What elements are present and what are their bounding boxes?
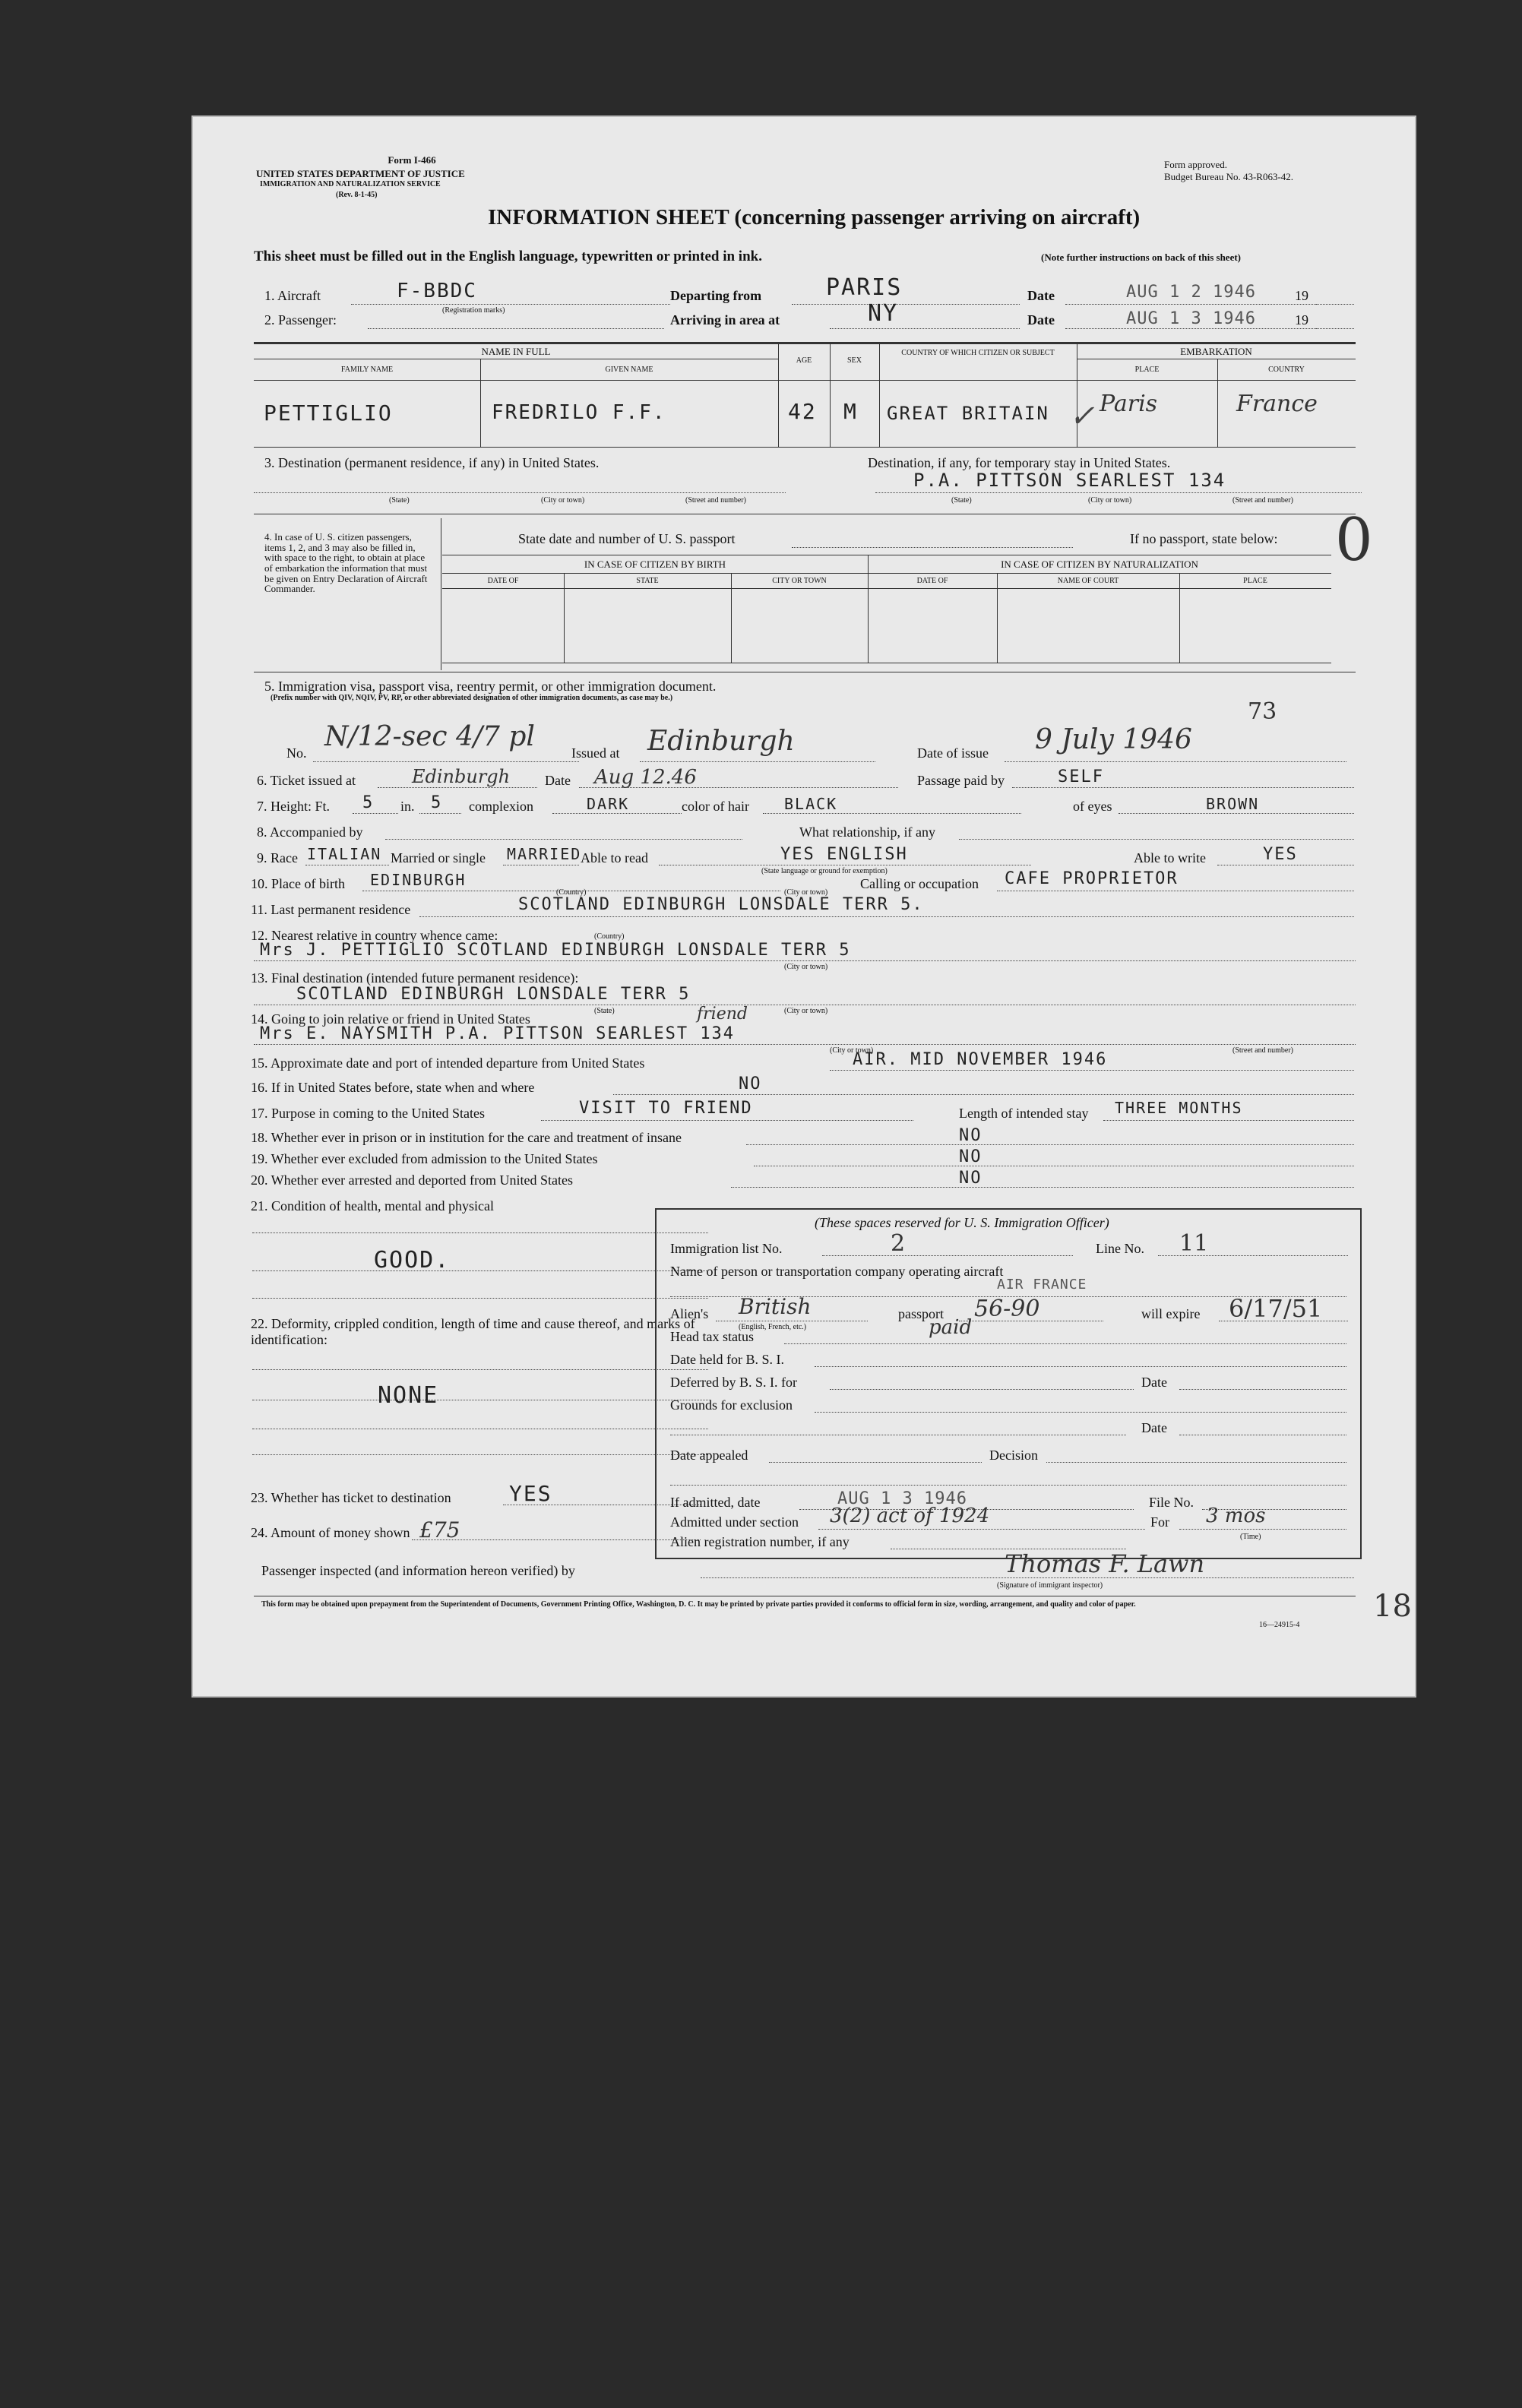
- head-tax-value: paid: [929, 1316, 973, 1339]
- country-label-12: (Country): [594, 932, 625, 941]
- label-grounds: Grounds for exclusion: [670, 1397, 793, 1413]
- label-appealed: Date appealed: [670, 1448, 748, 1463]
- footer-note: This form may be obtained upon prepayment from the Superintendent of Documents, Government Printing Office, Washington, D. C. It may be printed by private parties provided it conforms to official form in size, wording, arrangement, and quality and color of paper.: [261, 1600, 1136, 1609]
- departure-date-stamp: AUG 1 2 1946: [1126, 283, 1256, 302]
- purpose-value: VISIT TO FRIEND: [579, 1099, 753, 1118]
- visa-code: 73: [1248, 698, 1277, 725]
- label-deported: 20. Whether ever arrested and deported from United States: [251, 1172, 574, 1188]
- label-alien-reg: Alien registration number, if any: [670, 1534, 850, 1549]
- ticket-date-value: Aug 12.46: [594, 766, 697, 789]
- hair-value: BLACK: [784, 795, 838, 813]
- information-sheet: [191, 115, 1416, 1698]
- relative-value: Mrs J. PETTIGLIO SCOTLAND EDINBURGH LONSDALE TERR 5: [260, 941, 851, 960]
- label-admitted: If admitted, date: [670, 1495, 761, 1510]
- age-value: 42: [788, 399, 817, 424]
- label-line-no: Line No.: [1096, 1241, 1144, 1256]
- label-ticket-date: Date: [545, 773, 571, 788]
- form-number: Form I-466: [388, 154, 436, 166]
- emb-place-value: Paris: [1100, 391, 1158, 417]
- city-label-11: (City or town): [784, 888, 828, 897]
- department: UNITED STATES DEPARTMENT OF JUSTICE: [256, 168, 465, 179]
- arriving-value: NY: [868, 300, 899, 327]
- label-hair: color of hair: [682, 799, 749, 814]
- label-height: 7. Height: Ft.: [257, 799, 331, 814]
- write-value: YES: [1263, 845, 1298, 864]
- birthplace-value: EDINBURGH: [370, 871, 467, 889]
- height-ft-value: 5: [362, 793, 375, 812]
- passage-value: SELF: [1058, 767, 1104, 786]
- join-note-value: friend: [697, 1005, 748, 1024]
- label-final-destination: 13. Final destination (intended future permanent residence):: [251, 970, 579, 986]
- label-arriving: Arriving in area at: [670, 312, 780, 328]
- label-passport: State date and number of U. S. passport: [518, 531, 736, 546]
- complexion-value: DARK: [587, 795, 630, 813]
- label-no-passport: If no passport, state below:: [1130, 531, 1278, 546]
- label-visa-no: No.: [286, 745, 307, 761]
- ticket-dest-value: YES: [509, 1481, 552, 1506]
- embarkation-header: EMBARKATION: [1180, 346, 1252, 357]
- budget-no: Budget Bureau No. 43-R063-42.: [1164, 171, 1294, 182]
- family-name-value: PETTIGLIO: [264, 400, 393, 426]
- label-passage: Passage paid by: [917, 773, 1005, 788]
- state-label-13: (State): [594, 1007, 615, 1015]
- visa-no-value: N/12-sec 4/7 pl: [324, 721, 535, 752]
- label-money: 24. Amount of money shown: [251, 1525, 410, 1540]
- by-birth-header: IN CASE OF CITIZEN BY BIRTH: [584, 558, 726, 570]
- for-value: 3 mos: [1206, 1505, 1266, 1527]
- ticket-at-value: Edinburgh: [412, 766, 511, 787]
- list-no-value: 2: [891, 1230, 906, 1257]
- label-date-bsi: Date held for B. S. I.: [670, 1352, 784, 1367]
- departure-value: AIR. MID NOVEMBER 1946: [853, 1050, 1108, 1069]
- label-health: 21. Condition of health, mental and physical: [251, 1198, 494, 1213]
- signature-label: (Signature of immigrant inspector): [997, 1581, 1103, 1590]
- label-complexion: complexion: [469, 799, 533, 814]
- by-nat-header: IN CASE OF CITIZEN BY NATURALIZATION: [1001, 558, 1198, 570]
- officer-title: (These spaces reserved for U. S. Immigration Officer): [815, 1215, 1109, 1230]
- label-for: For: [1150, 1514, 1170, 1530]
- year-prefix-2: 19: [1295, 312, 1308, 328]
- label-inspected: Passenger inspected (and information hereon verified) by: [261, 1563, 575, 1578]
- time-label: (Time): [1240, 1533, 1261, 1541]
- margin-number: 18: [1373, 1589, 1412, 1624]
- label-aircraft: 1. Aircraft: [264, 288, 321, 303]
- given-name-header: GIVEN NAME: [605, 365, 653, 374]
- sex-value: M: [843, 399, 858, 424]
- city-label-3b: (City or town): [1088, 496, 1132, 505]
- label-date-2: Date: [1027, 312, 1055, 328]
- arrival-date-stamp: AUG 1 3 1946: [1126, 309, 1256, 328]
- label-date-issue: Date of issue: [917, 745, 989, 761]
- label-eyes: of eyes: [1073, 799, 1112, 814]
- state-label-3b: (State): [951, 496, 972, 505]
- deformity-value: NONE: [378, 1382, 439, 1409]
- label-destination: 3. Destination (permanent residence, if any) in United States.: [264, 455, 600, 470]
- label-file-no: File No.: [1149, 1495, 1195, 1510]
- note: (Note further instructions on back of this sheet): [1041, 252, 1241, 263]
- label-expire: will expire: [1141, 1306, 1201, 1321]
- label-deformity: 22. Deformity, crippled condition, length of time and cause thereof, and marks of identification:: [251, 1316, 695, 1347]
- label-last-residence: 11. Last permanent residence: [251, 902, 411, 917]
- country-label-11: (Country): [556, 888, 587, 897]
- money-value: £75: [419, 1517, 460, 1543]
- label-departing: Departing from: [670, 288, 762, 303]
- label-relationship: What relationship, if any: [799, 824, 935, 840]
- label-departure: 15. Approximate date and port of intended departure from United States: [251, 1055, 645, 1071]
- label-list-no: Immigration list No.: [670, 1241, 783, 1256]
- instruction: This sheet must be filled out in the English language, typewritten or printed in ink.: [254, 248, 762, 264]
- height-in-value: 5: [431, 793, 443, 812]
- street-label-3b: (Street and number): [1232, 496, 1293, 505]
- name-in-full-header: NAME IN FULL: [481, 346, 551, 357]
- alien-nat-value: British: [739, 1294, 812, 1319]
- final-destination-value: SCOTLAND EDINBURGH LONSDALE TERR 5: [296, 985, 691, 1004]
- date-col-1: DATE OF: [487, 577, 519, 585]
- occupation-value: CAFE PROPRIETOR: [1005, 869, 1179, 888]
- excluded-value: NO: [959, 1147, 982, 1166]
- section-value: 3(2) act of 1924: [830, 1505, 990, 1527]
- check-mark: ✓: [1069, 399, 1095, 434]
- line-no-value: 11: [1179, 1230, 1209, 1257]
- company-stamp: AIR FRANCE: [997, 1277, 1087, 1293]
- label-stay: Length of intended stay: [959, 1106, 1089, 1121]
- label-ticket-dest: 23. Whether has ticket to destination: [251, 1490, 451, 1505]
- label-visa-prefix: (Prefix number with QIV, NQIV, PV, RP, or other abbreviated designation of other immigration documents, as case may be.): [271, 694, 673, 702]
- city-label-12: (City or town): [784, 963, 828, 971]
- inspector-signature: Thomas F. Lawn: [1005, 1549, 1205, 1578]
- approved: Form approved.: [1164, 159, 1228, 170]
- street-label-3a: (Street and number): [685, 496, 746, 505]
- label-race: 9. Race: [257, 850, 298, 865]
- given-name-value: FREDRILO F.F.: [492, 401, 666, 424]
- label-issued-at: Issued at: [571, 745, 620, 761]
- no-passport-value: 0: [1335, 506, 1373, 574]
- label-join: 14. Going to join relative or friend in United States: [251, 1011, 530, 1027]
- last-residence-value: SCOTLAND EDINBURGH LONSDALE TERR 5.: [518, 895, 924, 914]
- deported-value: NO: [959, 1169, 982, 1188]
- label-prison: 18. Whether ever in prison or in institution for the care and treatment of insane: [251, 1130, 682, 1145]
- label-deferred: Deferred by B. S. I. for: [670, 1375, 797, 1390]
- label-company: Name of person or transportation company operating aircraft: [670, 1264, 1004, 1279]
- label-deferred-date: Date: [1141, 1375, 1167, 1390]
- label-temp-destination: Destination, if any, for temporary stay in United States.: [868, 455, 1171, 470]
- label-relative: 12. Nearest relative in country whence came:: [251, 928, 498, 943]
- page-title: INFORMATION SHEET (concerning passenger arriving on aircraft): [488, 205, 1141, 229]
- prison-value: NO: [959, 1126, 982, 1145]
- label-head-tax: Head tax status: [670, 1329, 754, 1344]
- language-label: (State language or ground for exemption): [761, 867, 888, 875]
- race-value: ITALIAN: [307, 845, 382, 863]
- before-value: NO: [739, 1074, 762, 1093]
- temp-destination-value: P.A. PITTSON SEARLEST 134: [913, 470, 1226, 491]
- visa-date-value: 9 July 1946: [1035, 724, 1192, 755]
- reg-marks-label: (Registration marks): [442, 306, 505, 315]
- label-ticket: 6. Ticket issued at: [257, 773, 356, 788]
- country-emb-header: COUNTRY: [1268, 365, 1305, 374]
- street-label-14: (Street and number): [1232, 1046, 1293, 1055]
- label-aliens: Alien's: [670, 1306, 709, 1321]
- sex-header: SEX: [847, 356, 862, 365]
- label-passenger: 2. Passenger:: [264, 312, 337, 328]
- label-occupation: Calling or occupation: [860, 876, 979, 891]
- label-inches: in.: [400, 799, 415, 814]
- label-date-1: Date: [1027, 288, 1055, 303]
- emb-country-value: France: [1236, 391, 1318, 417]
- label-accompanied: 8. Accompanied by: [257, 824, 363, 840]
- age-header: AGE: [796, 356, 812, 365]
- married-value: MARRIED: [507, 845, 582, 863]
- label-before: 16. If in United States before, state when and where: [251, 1080, 535, 1095]
- family-name-header: FAMILY NAME: [340, 365, 394, 374]
- admitted-date-stamp: AUG 1 3 1946: [837, 1489, 967, 1508]
- country-header: COUNTRY OF WHICH CITIZEN OR SUBJECT: [901, 349, 1055, 357]
- departing-value: PARIS: [826, 274, 903, 301]
- court-col: NAME OF COURT: [1057, 577, 1119, 585]
- label-birthplace: 10. Place of birth: [251, 876, 345, 891]
- lang-label: (English, French, etc.): [739, 1323, 807, 1331]
- label-purpose: 17. Purpose in coming to the United States: [251, 1106, 485, 1121]
- join-value: Mrs E. NAYSMITH P.A. PITTSON SEARLEST 134: [260, 1024, 736, 1043]
- place-col: PLACE: [1243, 577, 1267, 585]
- state-col: STATE: [636, 577, 659, 585]
- label-citizen-note: 4. In case of U. S. citizen passengers, items 1, 2, and 3 may also be filled in, with space to the right, to obtain at place of embarkation the information that must be given on Entry Declaration of Aircraft Commander.: [264, 531, 428, 595]
- city-col: CITY OR TOWN: [772, 577, 827, 585]
- footer-number: 16—24915-4: [1259, 1621, 1300, 1629]
- visa-issued-value: Edinburgh: [647, 726, 795, 757]
- city-label-3a: (City or town): [541, 496, 585, 505]
- year-prefix-1: 19: [1295, 288, 1308, 303]
- label-excluded: 19. Whether ever excluded from admission to the United States: [251, 1151, 598, 1166]
- label-read: Able to read: [581, 850, 648, 865]
- label-write: Able to write: [1134, 850, 1206, 865]
- label-section: Admitted under section: [670, 1514, 799, 1530]
- label-visa: 5. Immigration visa, passport visa, reentry permit, or other immigration document.: [264, 679, 717, 694]
- expire-value: 6/17/51: [1229, 1294, 1323, 1323]
- passport-no-value: 56-90: [974, 1296, 1040, 1322]
- label-married: Married or single: [391, 850, 486, 865]
- city-label-13: (City or town): [784, 1007, 828, 1015]
- place-header: PLACE: [1134, 365, 1160, 374]
- eyes-value: BROWN: [1206, 795, 1260, 813]
- label-decision: Decision: [989, 1448, 1038, 1463]
- label-grounds-date: Date: [1141, 1420, 1167, 1435]
- stay-value: THREE MONTHS: [1115, 1099, 1243, 1117]
- service: IMMIGRATION AND NATURALIZATION SERVICE: [260, 180, 441, 188]
- state-label-3a: (State): [389, 496, 410, 505]
- aircraft-value: F-BBDC: [397, 280, 477, 302]
- date-col-2: DATE OF: [916, 577, 948, 585]
- citizen-value: GREAT BRITAIN: [887, 403, 1049, 424]
- health-value: GOOD.: [374, 1247, 451, 1274]
- revision: (Rev. 8-1-45): [336, 191, 378, 199]
- label-alien-passport: passport: [898, 1306, 944, 1321]
- read-value: YES ENGLISH: [780, 845, 908, 864]
- city-label-14: (City or town): [830, 1046, 874, 1055]
